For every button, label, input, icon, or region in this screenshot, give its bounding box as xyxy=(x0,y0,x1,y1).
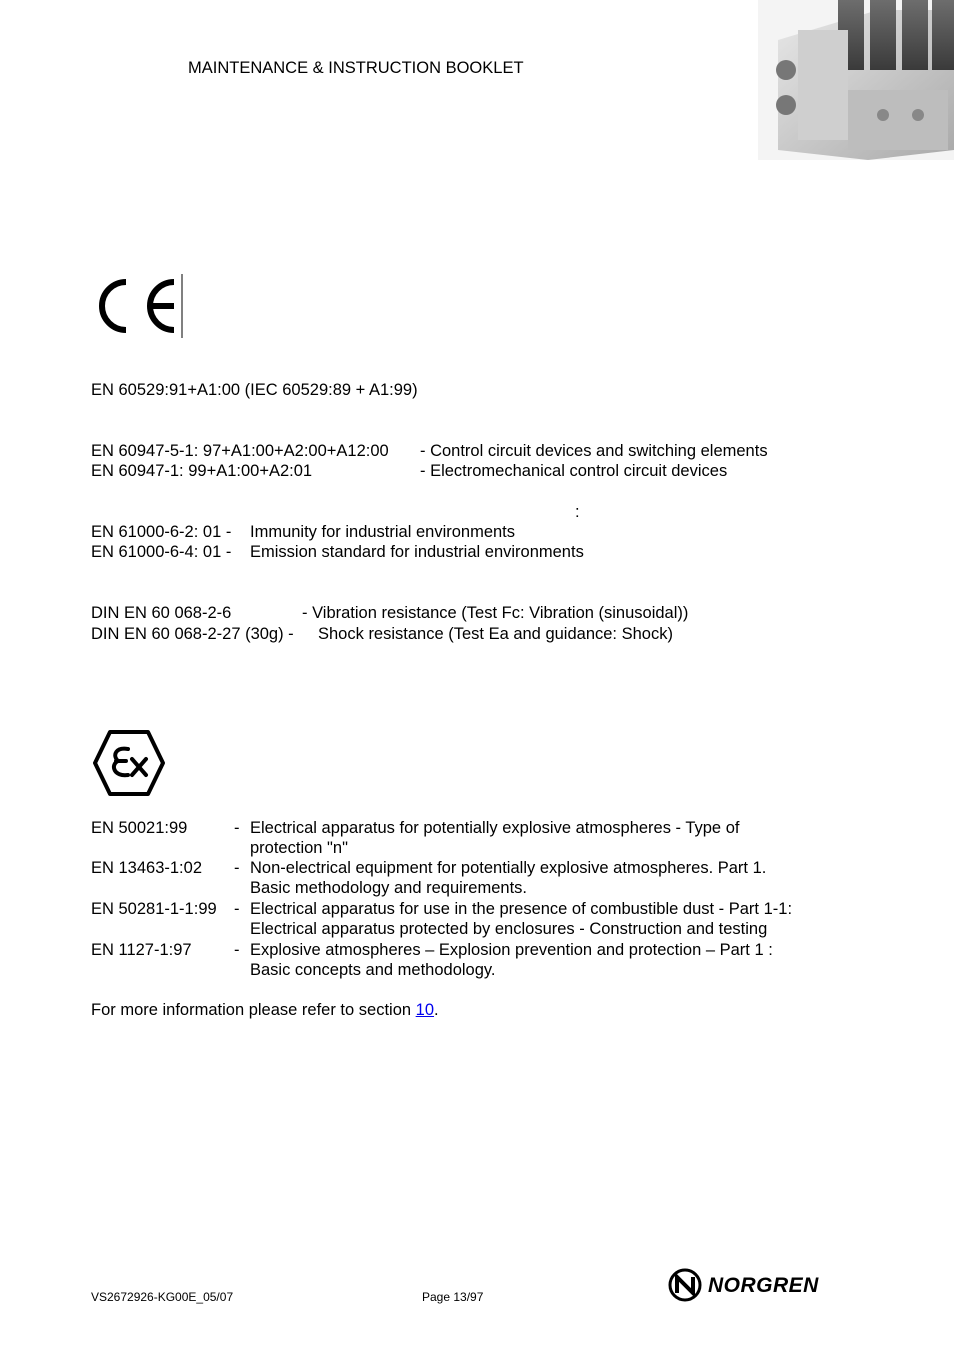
ce-mark-icon xyxy=(96,274,186,338)
brand-name: NORGREN xyxy=(708,1274,819,1297)
atex-dash: - xyxy=(234,900,240,918)
atex-desc-line1: Explosive atmospheres – Explosion prevention and protection – Part 1 : xyxy=(250,941,773,959)
more-info-text: For more information please refer to section xyxy=(91,1001,416,1019)
norgren-logo xyxy=(668,1268,844,1304)
atex-dash: - xyxy=(234,941,240,959)
atex-desc-line2: Basic concepts and methodology. xyxy=(250,961,496,979)
atex-code: EN 50021:99 xyxy=(91,819,188,837)
atex-dash: - xyxy=(234,859,240,877)
emc-code: EN 61000-6-2: 01 - xyxy=(91,523,232,541)
atex-code: EN 13463-1:02 xyxy=(91,859,202,877)
more-info-paragraph xyxy=(91,1000,439,1020)
atex-code: EN 1127-1:97 xyxy=(91,941,192,959)
atex-desc-line1: Electrical apparatus for use in the presence of combustible dust - Part 1-1: xyxy=(250,900,793,918)
mechanical-desc: - Vibration resistance (Test Fc: Vibration (sinusoidal)) xyxy=(302,604,689,622)
emc-desc: Emission standard for industrial environments xyxy=(250,543,584,561)
low-voltage-row xyxy=(91,461,312,481)
emc-code: EN 61000-6-4: 01 - xyxy=(91,543,232,561)
footer-doc-id: VS2672926-KG00E_05/07 xyxy=(91,1290,234,1304)
atex-desc-line1: Electrical apparatus for potentially explosive atmospheres - Type of xyxy=(250,819,740,837)
mechanical-code: DIN EN 60 068-2-6 xyxy=(91,604,232,622)
atex-code: EN 50281-1-1:99 xyxy=(91,900,217,918)
more-info-suffix: . xyxy=(434,1001,439,1019)
atex-desc-line2: protection "n" xyxy=(250,839,348,857)
footer-page-number: Page 13/97 xyxy=(422,1290,484,1304)
atex-desc-line1: Non-electrical equipment for potentially explosive atmospheres. Part 1. xyxy=(250,859,767,877)
standard-code: EN 60947-1: 99+A1:00+A2:01 xyxy=(91,462,313,480)
mechanical-desc: Shock resistance (Test Ea and guidance: Shock) xyxy=(318,625,673,643)
valve-manifold-image xyxy=(758,0,954,160)
standard-desc: - Control circuit devices and switching elements xyxy=(420,442,768,460)
ex-hexagon-icon xyxy=(92,729,166,797)
standard-desc: - Electromechanical control circuit devices xyxy=(420,462,728,480)
norgren-emblem-icon xyxy=(668,1268,702,1302)
atex-desc-line2: Basic methodology and requirements. xyxy=(250,879,527,897)
atex-dash: - xyxy=(234,819,240,837)
standard-main: EN 60529:91+A1:00 (IEC 60529:89 + A1:99) xyxy=(91,381,418,399)
atex-desc-line2: Electrical apparatus protected by enclosures - Construction and testing xyxy=(250,920,768,938)
standard-code: EN 60947-5-1: 97+A1:00+A2:00+A12:00 xyxy=(91,442,389,460)
section-link[interactable]: 10 xyxy=(415,1001,435,1019)
emc-desc: Immunity for industrial environments xyxy=(250,523,516,541)
booklet-title: MAINTENANCE & INSTRUCTION BOOKLET xyxy=(188,59,524,77)
colon-mark: : xyxy=(575,503,580,521)
mechanical-code: DIN EN 60 068-2-27 (30g) - xyxy=(91,625,294,643)
low-voltage-row xyxy=(91,441,389,461)
